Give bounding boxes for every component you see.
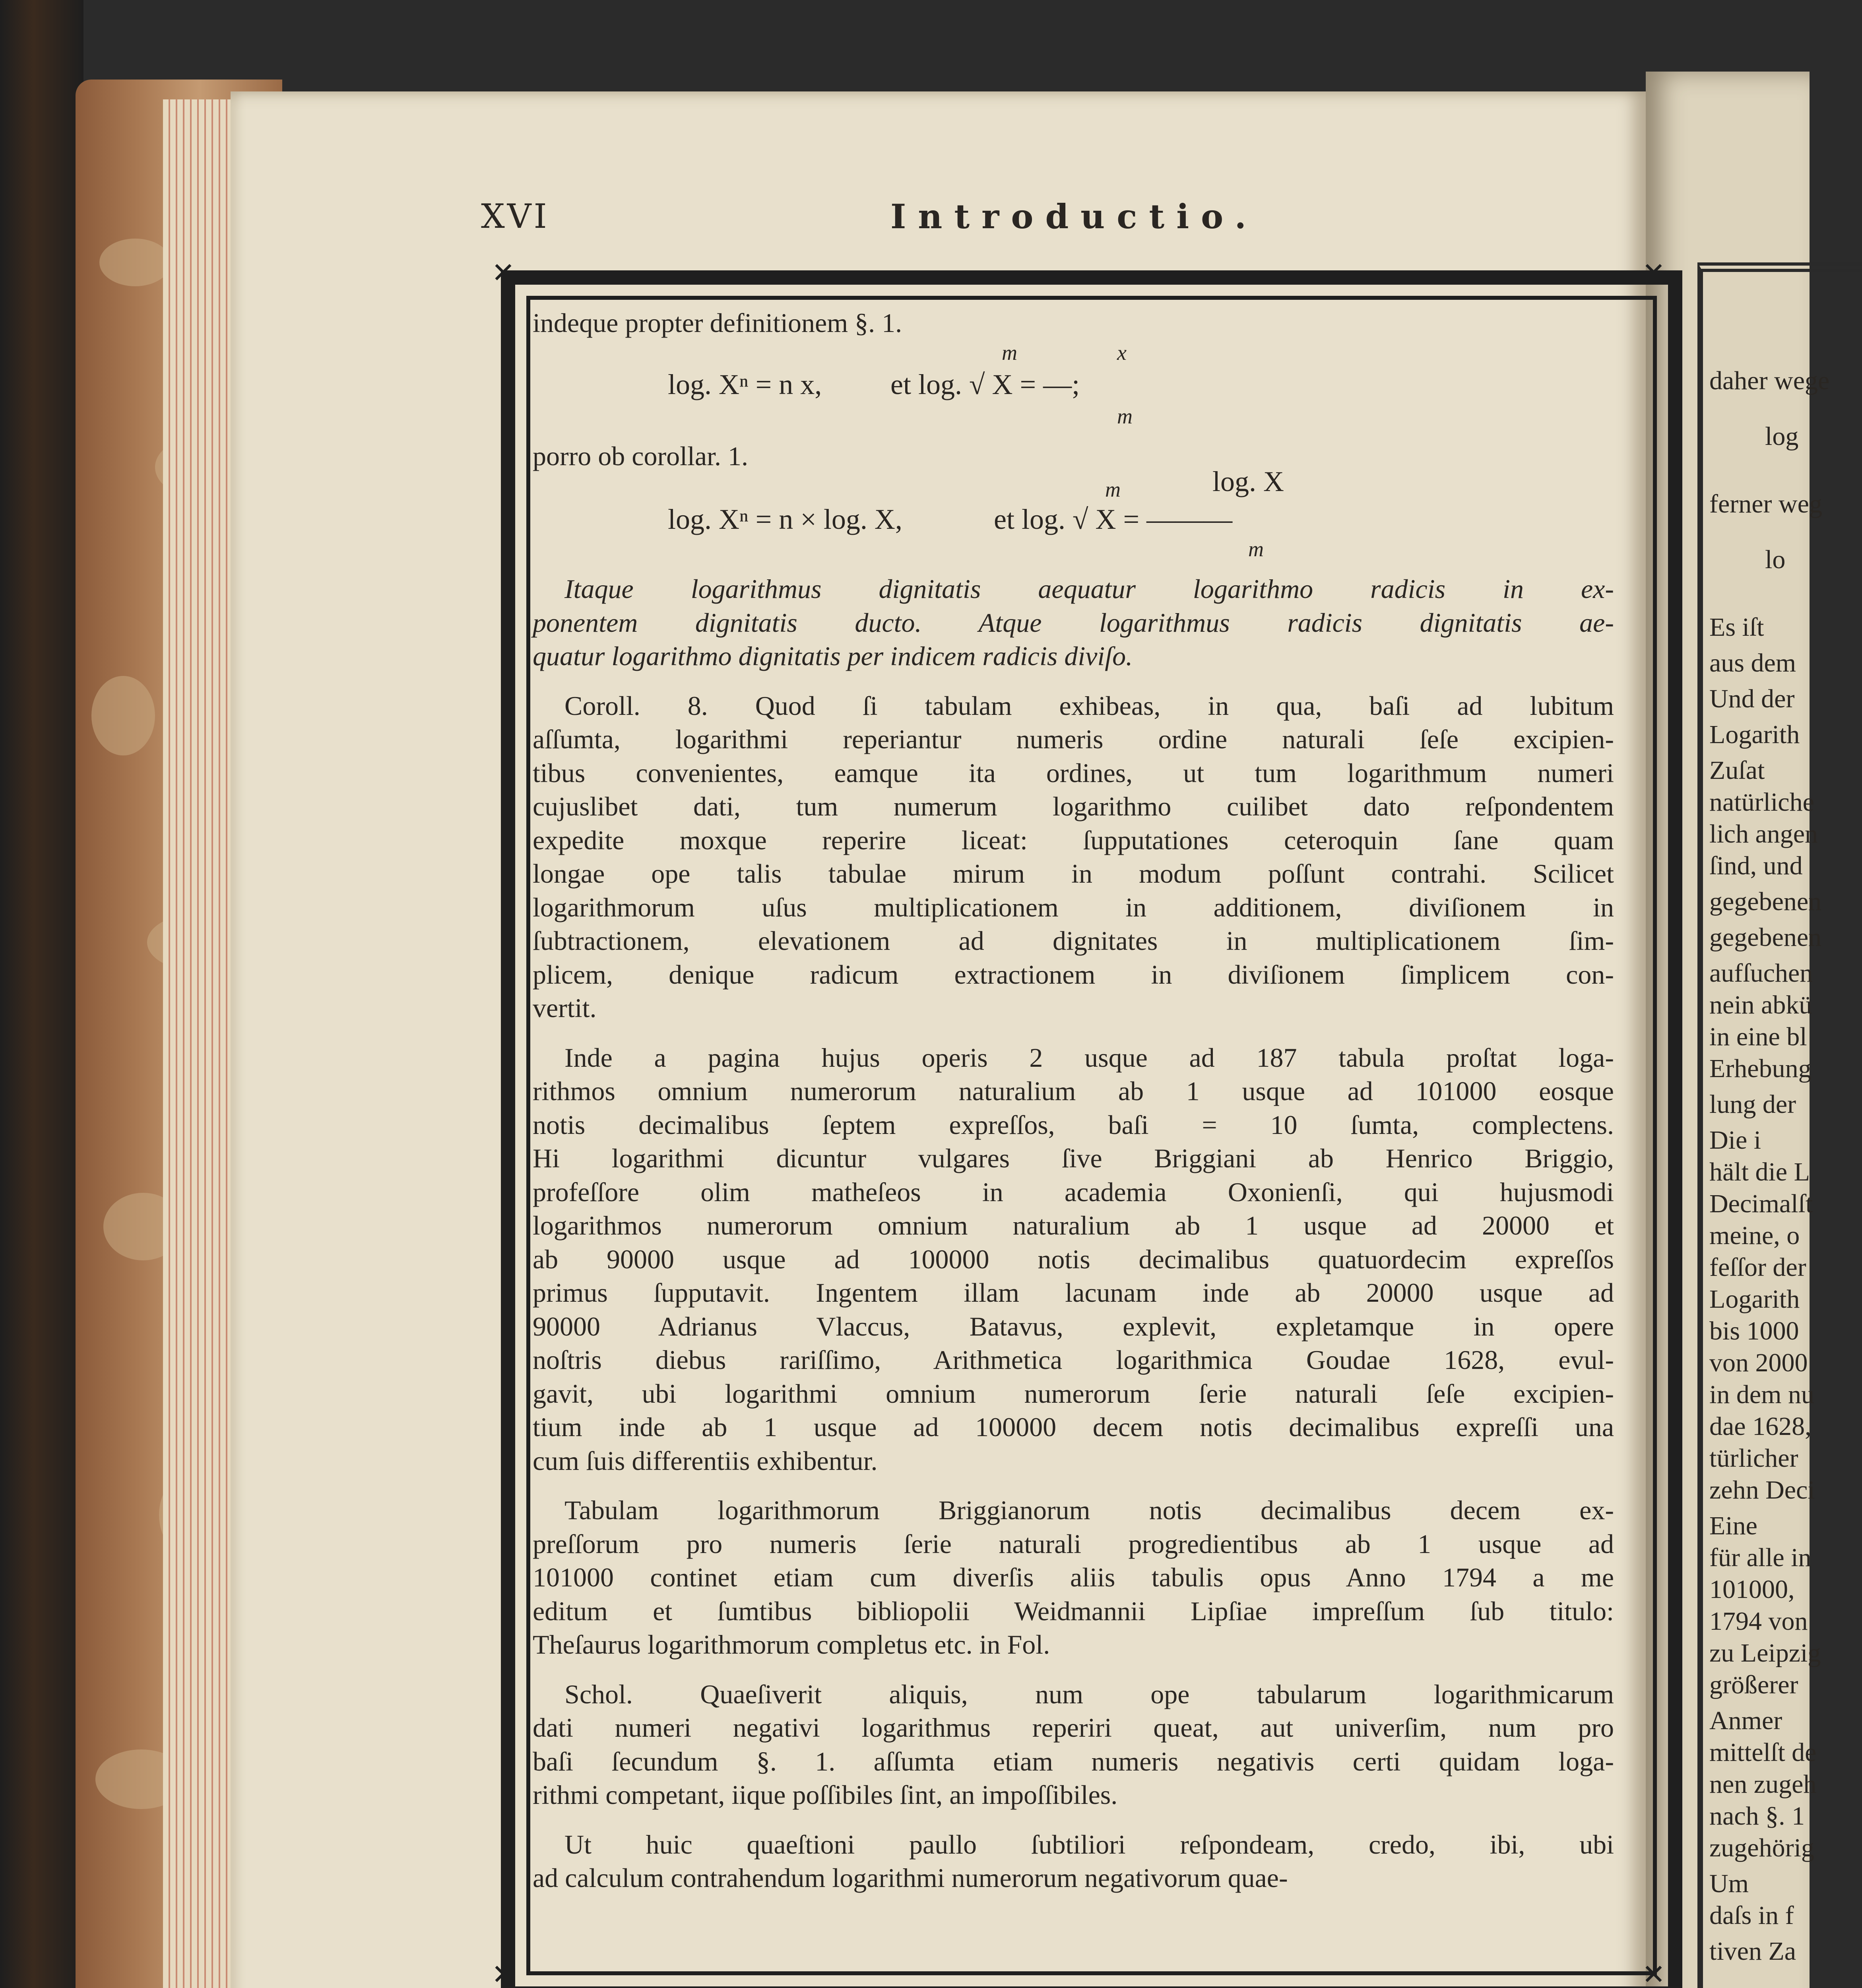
right-page-fragment-line: bis 1000 <box>1709 1316 1799 1345</box>
right-page-fragment-line: mittelſt de <box>1709 1738 1817 1767</box>
page-body <box>533 306 1614 1895</box>
right-page-fragment-line: nen zugeh <box>1709 1770 1817 1799</box>
right-page-fragment-line: Zuſat <box>1709 756 1765 785</box>
text-line: vertit. <box>533 993 597 1023</box>
formula-1 <box>533 340 1614 439</box>
formula-1-numerator: x <box>1117 340 1127 365</box>
text-line: Hi logarithmi dicuntur vulgares ſive Briggiani ab Henrico Briggio, <box>533 1143 1614 1173</box>
text-line: logarithmos numerorum omnium naturalium ab 1 usque ad 20000 et <box>533 1210 1614 1241</box>
text-line: 90000 Adrianus Vlaccus, Batavus, explevit, expletamque in opere <box>533 1311 1614 1342</box>
text-line: 101000 continet etiam cum diverſis aliis tabulis opus Anno 1794 a me <box>533 1562 1614 1592</box>
running-head <box>481 197 1276 245</box>
right-page-fragment-line: lung der <box>1709 1090 1796 1119</box>
text-line: logarithmorum uſus multiplicationem in additionem, diviſionem in <box>533 892 1614 922</box>
right-page-fragment-line: meine, o <box>1709 1221 1800 1250</box>
right-page-fragment-line: aus dem <box>1709 648 1796 678</box>
formula-1-left: log. Xⁿ = n x, <box>668 368 822 400</box>
paragraph-tables <box>533 1041 1614 1478</box>
text-line: tibus convenientes, eamque ita ordines, ut tum logarithmum numeri <box>533 757 1614 788</box>
right-page-fragment-line: zugehörig <box>1709 1833 1814 1862</box>
right-page-fragment-line: Die i <box>1709 1126 1761 1155</box>
paragraph-corollary <box>533 689 1614 1025</box>
text-line: noſtris diebus rariſſimo, Arithmetica logarithmica Goudae 1628, evul- <box>533 1345 1614 1375</box>
right-page-fragment-line: lich angen <box>1709 819 1818 848</box>
right-page-fragment-line: log <box>1765 422 1799 451</box>
text-line: Itaque logarithmus dignitatis aequatur logarithmo radicis in ex- <box>564 574 1614 604</box>
text-line: ab 90000 usque ad 100000 notis decimalibus quatuordecim expreſſos <box>533 1244 1614 1274</box>
text-line: Theſaurus logarithmorum completus etc. in Fol. <box>533 1629 1050 1660</box>
text-line: baſi ſecundum §. 1. aſſumta etiam numeris negativis certi quidam loga- <box>533 1746 1614 1776</box>
paragraph-thesaurus <box>533 1493 1614 1662</box>
right-page-fragment-line: natürliche <box>1709 788 1814 817</box>
page-number: XVI <box>481 197 549 236</box>
right-page-fragment-line: größerer <box>1709 1670 1798 1699</box>
right-page-fragment-line: in eine bl <box>1709 1022 1807 1051</box>
text-line: cum ſuis differentiis exhibentur. <box>533 1445 878 1476</box>
right-page-fragment-line: Logarith <box>1709 720 1800 749</box>
right-page-fragment-line: 1794 von <box>1709 1607 1808 1636</box>
text-line: ponentem dignitatis ducto. Atque logarithmus radicis dignitatis ae- <box>533 607 1614 638</box>
text-line: Coroll. 8. Quod ſi tabulam exhibeas, in qua, baſi ad lubitum <box>564 690 1614 721</box>
right-page-fragment-line: nach §. 1 <box>1709 1802 1805 1831</box>
binding-spine <box>0 0 83 1988</box>
right-page-fragment-line: nein abkü <box>1709 990 1812 1019</box>
porro-line: porro ob corollar. 1. <box>533 441 748 471</box>
right-page-fragment-line: daher wege <box>1709 366 1830 395</box>
formula-2-left: log. Xⁿ = n × log. X, <box>668 503 902 535</box>
right-page-fragment-line: Und der <box>1709 684 1795 713</box>
right-page-fragment-line: ferner weg <box>1709 489 1822 518</box>
right-page-fragment-line: Anmer <box>1709 1706 1782 1735</box>
text-line: ad calculum contrahendum logarithmi numerorum negativorum quae- <box>533 1863 1288 1893</box>
paragraph-theorem <box>533 572 1614 673</box>
text-line: rithmi competant, iique poſſibiles ſint, an impoſſibiles. <box>533 1780 1118 1810</box>
text-line: primus ſupputavit. Ingentem illam lacunam inde ab 20000 usque ad <box>533 1277 1614 1308</box>
right-page-fragment-line: Um <box>1709 1869 1749 1898</box>
right-page-fragment-line: Decimalſt <box>1709 1189 1813 1218</box>
formula-2-root-index: m <box>1105 478 1121 501</box>
page-edges <box>163 99 235 1988</box>
text-line: gavit, ubi logarithmi omnium numerorum ſerie naturali ſeſe excipien- <box>533 1378 1614 1409</box>
text-line: Schol. Quaeſiverit aliquis, num ope tabularum logarithmicarum <box>564 1679 1614 1709</box>
right-page-fragment-line: zu Leipzig <box>1709 1639 1821 1668</box>
formula-1-denominator: m <box>1117 404 1133 428</box>
text-line: rithmos omnium numerorum naturalium ab 1 usque ad 101000 eosque <box>533 1076 1614 1106</box>
right-page-fragment-line: 101000, <box>1709 1575 1795 1604</box>
right-page-fragment-line: lo <box>1765 545 1786 574</box>
right-page-fragment-line: zehn Deci <box>1709 1475 1815 1505</box>
right-page-fragment-line: türlicher <box>1709 1444 1798 1473</box>
text-line: longae ope talis tabulae mirum in modum poſſunt contrahi. Scilicet <box>533 858 1614 889</box>
formula-2-right: et log. √ X = ——— <box>994 503 1233 535</box>
right-page-fragment-line: für alle in <box>1709 1543 1812 1572</box>
text-line: Ut huic quaeſtioni paullo ſubtiliori reſpondeam, credo, ibi, ubi <box>564 1829 1614 1860</box>
text-line: Tabulam logarithmorum Briggianorum notis decimalibus decem ex- <box>564 1495 1614 1525</box>
formula-2 <box>533 466 1614 572</box>
text-line: cujuslibet dati, tum numerum logarithmo cuilibet dato reſpondentem <box>533 791 1614 821</box>
formula-1-right: et log. √ X = —; <box>890 368 1080 400</box>
right-page-fragment-line: Eine <box>1709 1511 1757 1540</box>
right-page-fragment-line: daſs in f <box>1709 1901 1794 1930</box>
right-page-fragment-line: ſind, und <box>1709 851 1803 880</box>
right-page-fragment-line: hält die L <box>1709 1157 1810 1186</box>
frame-corner-ornament: ✕ <box>491 1958 515 1988</box>
text-line: dati numeri negativi logarithmus reperiri queat, aut univerſim, num pro <box>533 1712 1614 1743</box>
paragraph-scholium <box>533 1677 1614 1812</box>
formula-2-denominator: m <box>1248 537 1264 561</box>
text-line: plicem, denique radicum extractionem in diviſionem ſimplicem con- <box>533 959 1614 990</box>
frame-corner-ornament: ✕ <box>491 256 515 289</box>
paragraph-continuation <box>533 1828 1614 1895</box>
text-line: notis decimalibus ſeptem expreſſos, baſi = 10 ſumta, complectens. <box>533 1109 1614 1140</box>
text-line: ſubtractionem, elevationem ad dignitates in multiplicationem ſim- <box>533 926 1614 956</box>
frame-corner-ornament: ✕ <box>1642 256 1666 289</box>
text-line: quatur logarithmo dignitatis per indicem radicis diviſo. <box>533 641 1133 671</box>
right-page-fragment-line: feſſor der <box>1709 1253 1806 1282</box>
right-page-fragment-line: gegebenen <box>1709 887 1822 916</box>
right-page-fragment-line: dae 1628, <box>1709 1412 1812 1441</box>
formula-2-numerator: log. X <box>1212 466 1284 497</box>
text-line: tium inde ab 1 usque ad 100000 decem notis decimalibus expreſſi una <box>533 1412 1614 1442</box>
text-line: Inde a pagina hujus operis 2 usque ad 187 tabula proſtat loga- <box>564 1042 1614 1073</box>
frame-corner-ornament: ✕ <box>1642 1958 1666 1988</box>
text-line: profeſſore olim matheſeos in academia Oxonienſi, qui hujusmodi <box>533 1176 1614 1207</box>
right-page-fragment-line: Erhebung <box>1709 1054 1812 1083</box>
intro-line: indeque propter definitionem §. 1. <box>533 308 902 338</box>
right-page-fragment-line: in dem nu <box>1709 1380 1814 1409</box>
right-page-fragment-line: aufſuchen <box>1709 959 1813 988</box>
right-page-fragment-line: tiven Za <box>1709 1937 1796 1966</box>
text-line: expedite moxque reperire liceat: ſupputationes ceteroquin ſane quam <box>533 825 1614 855</box>
text-line: preſſorum pro numeris ſerie naturali progredientibus ab 1 usque ad <box>533 1528 1614 1559</box>
right-page-fragment-line: von 2000 <box>1709 1348 1808 1377</box>
formula-1-root-index: m <box>1002 340 1017 365</box>
right-page-fragment-line: gegebenen <box>1709 923 1822 952</box>
text-line: aſſumta, logarithmi reperiantur numeris ordine naturali ſeſe excipien- <box>533 724 1614 754</box>
running-head-title: Introductio. <box>890 197 1258 236</box>
text-line: editum et ſumtibus bibliopolii Weidmannii Lipſiae impreſſum ſub titulo: <box>533 1596 1614 1626</box>
right-page-fragment-line: Es iſt <box>1709 613 1764 642</box>
right-page-fragment-line: Logarith <box>1709 1285 1800 1314</box>
